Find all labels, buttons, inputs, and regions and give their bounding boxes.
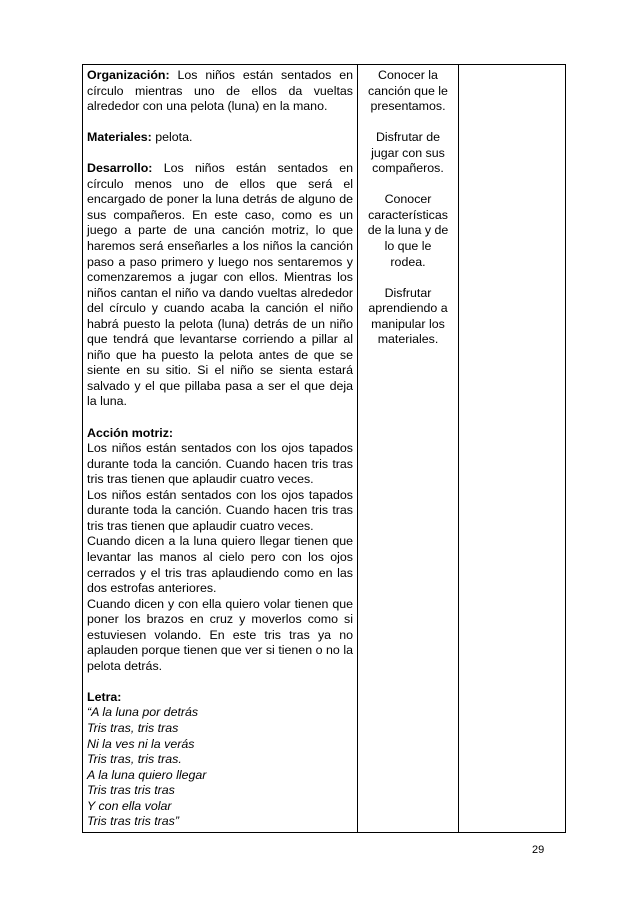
objective-line: compañeros. — [372, 161, 444, 176]
letra-label: Letra: — [87, 689, 122, 704]
lyric-line: Tris tras, tris tras — [87, 720, 179, 735]
objective-item — [362, 286, 454, 348]
objective-line: Conocer la — [378, 68, 438, 82]
materiales-text: pelota. — [155, 130, 193, 145]
lyric-line: “A la luna por detrás — [87, 705, 199, 720]
materiales-label: Materiales: — [87, 130, 152, 145]
accion-paragraph: Los niños están sentados con los ojos tapados durante toda la canción. Cuando hacen tris tras tris tras tienen que aplaudir cuatro veces. — [87, 487, 353, 533]
accion-paragraph: Cuando dicen a la luna quiero llegar tienen que levantar las manos al cielo pero con los ojos cerrados y el tris tras aplaudiendo como en las dos estrofas anteriores. — [87, 534, 353, 596]
objective-line: aprendiendo a — [368, 301, 448, 316]
accion-paragraph: Los niños están sentados con los ojos tapados durante toda la canción. Cuando hacen tris tras tris tras tienen que aplaudir cuatro veces. — [87, 441, 353, 487]
desarrollo-paragraph — [87, 161, 353, 410]
objective-item — [362, 68, 454, 115]
objective-item — [362, 192, 454, 270]
objective-item — [362, 130, 454, 177]
desarrollo-label: Desarrollo: — [87, 161, 153, 176]
lesson-plan-table — [82, 64, 566, 833]
organizacion-label: Organización: — [87, 68, 170, 82]
objective-line: jugar con sus — [371, 145, 445, 160]
lyric-line: Y con ella volar — [87, 798, 172, 813]
lyric-line: Ni la ves ni la verás — [87, 736, 195, 751]
table-row — [83, 65, 566, 833]
objective-line: lo que le — [384, 239, 432, 254]
objective-line: Conocer — [384, 192, 432, 207]
objective-line: Disfrutar de — [375, 130, 441, 145]
objective-line: manipular los — [371, 316, 445, 331]
objectives-cell — [358, 65, 459, 833]
objective-line: características — [368, 207, 448, 222]
objective-line: de la luna y de — [367, 223, 449, 238]
organizacion-text: Los niños están sentados en círculo mientras uno de ellos da vueltas alrededor con una pelota (luna) en la mano. — [87, 68, 353, 114]
activity-description-cell — [83, 65, 358, 833]
objective-line: rodea. — [390, 254, 426, 269]
page-number: 29 — [532, 844, 545, 856]
materiales-paragraph — [87, 130, 353, 146]
lyric-line: Tris tras, tris tras. — [87, 752, 182, 767]
accion-label: Acción motriz: — [87, 425, 174, 440]
lyric-line: Tris tras tris tras — [87, 783, 175, 798]
accion-paragraph: Cuando dicen y con ella quiero volar tienen que poner los brazos en cruz y moverlos como si estuviesen volando. En este tris tras ya no aplauden porque tienen que ver si tienen o no la pelota detrás. — [87, 596, 353, 673]
lyric-line: A la luna quiero llegar — [87, 767, 207, 782]
organizacion-paragraph — [87, 68, 353, 115]
objective-line: presentamos. — [370, 99, 446, 114]
empty-cell — [459, 65, 566, 833]
objective-line: materiales. — [377, 332, 439, 347]
objective-line: canción que le — [368, 83, 448, 98]
objective-line: Disfrutar — [384, 285, 432, 300]
song-lyrics — [87, 705, 353, 829]
desarrollo-text: Los niños están sentados en círculo menos uno de ellos que será el encargado de poner la luna detrás de alguno de sus compañeros. En este caso, como es un juego a parte de una canción motriz, lo que haremos será enseñarles a los niños la canción paso a paso primero y luego nos sentaremos y comenzaremos a jugar con ellos. Mientras los niños cantan el niño va dando vueltas alrededor del círculo y cuando acaba la canción el niño habrá puesto la pelota (luna) detrás de un niño que tendrá que levantarse corriendo a pillar al niño que ha puesto la pelota antes de que se siente en su sitio. Si el niño se sienta estará salvado y el que pillaba pasa a ser el que deja la luna. — [87, 161, 353, 409]
lyric-line: Tris tras tris tras” — [87, 814, 180, 829]
